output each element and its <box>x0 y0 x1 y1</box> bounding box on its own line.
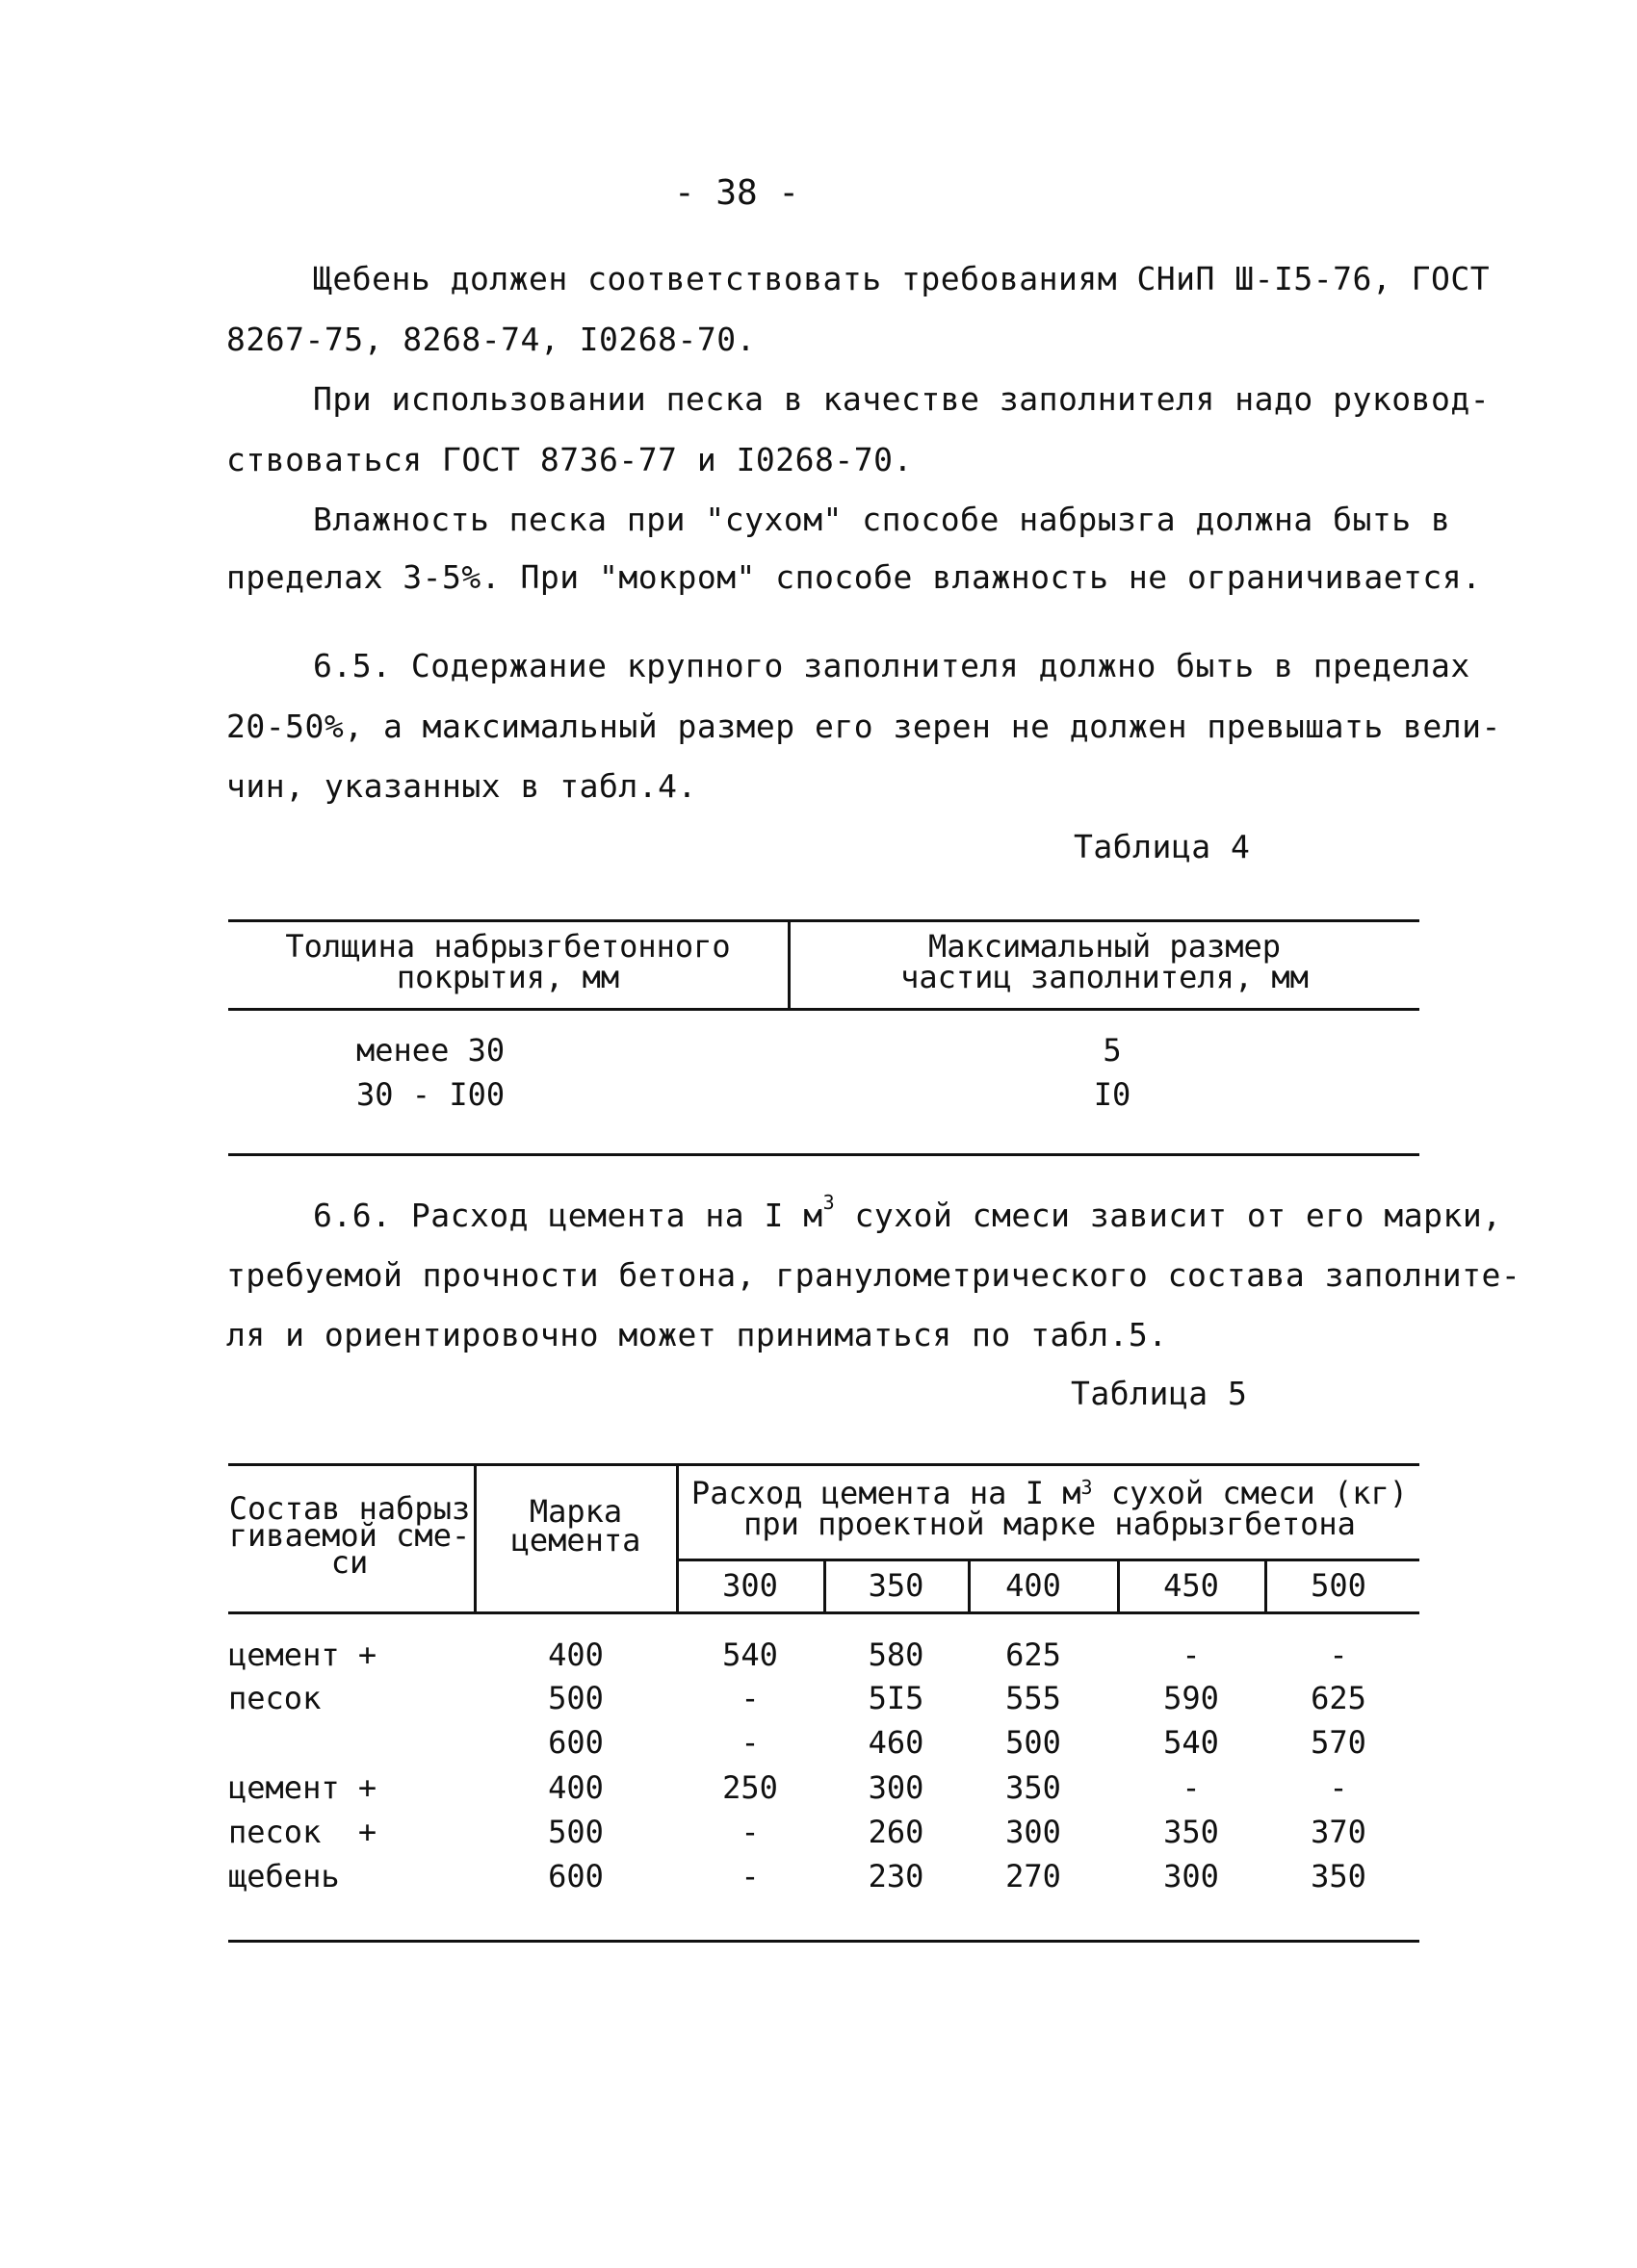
cell-value: 5I5 <box>868 1680 924 1716</box>
header-cubic-superscript: 3 <box>1080 1476 1093 1499</box>
cell-value: - <box>741 1680 760 1716</box>
table-5-grade-rule <box>678 1559 1419 1561</box>
table-5-divider-composition <box>474 1465 477 1612</box>
group-2-label-line-3: щебень <box>228 1858 340 1894</box>
paragraph-3-line-1: Влажность песка при "сухом" способе набрызга должна быть в <box>313 501 1451 538</box>
cell-value: 370 <box>1311 1814 1366 1850</box>
table-5-header-composition <box>228 1490 471 1581</box>
header-composition-line-1: Состав набрыз <box>228 1490 471 1527</box>
cell-value: - <box>1182 1769 1201 1806</box>
cell-mark: 600 <box>548 1724 604 1761</box>
paragraph-1-line-2: 8267-75, 8268-74, I0268-70. <box>226 321 756 358</box>
table-5-grade-500: 500 <box>1311 1567 1366 1604</box>
cell-mark: 400 <box>548 1769 604 1806</box>
table-5-header-cement-mark <box>478 1493 674 1559</box>
table-5-header-consumption <box>680 1475 1419 1542</box>
cell-value: 580 <box>868 1637 924 1673</box>
table-4-header-thickness <box>231 928 785 995</box>
cell-value: 540 <box>1163 1724 1219 1761</box>
cell-value: 590 <box>1163 1680 1219 1716</box>
cell-mark: 600 <box>548 1858 604 1894</box>
header-cement-mark-line-2: цемента <box>510 1522 641 1559</box>
table-5-header-rule <box>228 1611 1419 1614</box>
header-consumption-start: Расход цемента на I м <box>690 1475 1081 1511</box>
paragraph-2-line-1: При использовании песка в качестве заполнителя надо руковод- <box>313 380 1491 418</box>
table-4-row-1-thickness: менее 30 <box>356 1032 506 1069</box>
cell-value: 300 <box>1163 1858 1219 1894</box>
header-max-size-line-2: частиц заполнителя, мм <box>900 959 1309 995</box>
cell-value: 500 <box>1005 1724 1061 1761</box>
header-consumption-line-2: при проектной марке набрызгбетона <box>743 1506 1356 1542</box>
group-1-label-line-1: цемент + <box>228 1637 377 1673</box>
table-4-bottom-rule <box>228 1153 1419 1156</box>
cell-value: 250 <box>722 1769 778 1806</box>
cell-value: 350 <box>1311 1858 1366 1894</box>
section-6-6-line-1-start: 6.6. Расход цемента на I м <box>313 1197 823 1234</box>
header-thickness-line-2: покрытия, мм <box>396 959 620 995</box>
cell-value: 570 <box>1311 1724 1366 1761</box>
section-6-5-line-3: чин, указанных в табл.4. <box>226 767 697 805</box>
cell-value: 350 <box>1163 1814 1219 1850</box>
cell-value: - <box>741 1724 760 1761</box>
cell-value: - <box>1329 1637 1348 1673</box>
table-5-grade-350: 350 <box>868 1567 924 1604</box>
cell-value: 300 <box>868 1769 924 1806</box>
cell-value: - <box>741 1814 760 1850</box>
cell-value: 555 <box>1005 1680 1061 1716</box>
table-4-header-rule <box>228 1008 1419 1011</box>
cell-value: 230 <box>868 1858 924 1894</box>
group-1-label-line-2: песок <box>228 1680 322 1716</box>
cell-value: 260 <box>868 1814 924 1850</box>
section-6-6-line-1 <box>313 1191 1502 1234</box>
section-6-5-line-1: 6.5. Содержание крупного заполнителя должно быть в пределах <box>313 647 1470 684</box>
cell-mark: 500 <box>548 1680 604 1716</box>
cell-value: 350 <box>1005 1769 1061 1806</box>
paragraph-3-line-2: пределах 3-5%. При "мокром" способе влажность не ограничивается. <box>226 558 1482 596</box>
cell-value: - <box>1329 1769 1348 1806</box>
table-4-row-2-size: I0 <box>1093 1076 1131 1113</box>
header-max-size-line-1: Максимальный размер <box>927 928 1282 965</box>
section-6-5-line-2: 20-50%, а максимальный размер его зерен не должен превышать вели- <box>226 708 1501 745</box>
section-6-6-line-2: требуемой прочности бетона, гранулометрического состава заполните- <box>226 1256 1521 1294</box>
header-composition-line-2: гиваемой сме- <box>228 1517 471 1554</box>
cell-value: - <box>1182 1637 1201 1673</box>
table-5-grade-450: 450 <box>1163 1567 1219 1604</box>
section-6-6-line-1-end: сухой смеси зависит от его марки, <box>835 1197 1502 1234</box>
table-4-top-rule <box>228 919 1419 922</box>
header-thickness-line-1: Толщина набрызгбетонного <box>285 928 731 965</box>
table-4-row-1-size: 5 <box>1103 1032 1122 1069</box>
table-5-bottom-rule <box>228 1940 1419 1943</box>
table-5-caption: Таблица 5 <box>1071 1375 1248 1412</box>
cell-mark: 400 <box>548 1637 604 1673</box>
cell-value: 540 <box>722 1637 778 1673</box>
cell-value: 270 <box>1005 1858 1061 1894</box>
header-consumption-line-1 <box>680 1475 1419 1511</box>
header-consumption-end: сухой смеси (кг) <box>1092 1475 1409 1511</box>
table-4-row-2-thickness: 30 - I00 <box>356 1076 506 1113</box>
cell-mark: 500 <box>548 1814 604 1850</box>
page-number: - 38 - <box>674 173 800 213</box>
header-cement-mark-line-1: Марка <box>529 1493 623 1530</box>
cell-value: 300 <box>1005 1814 1061 1850</box>
table-5-grade-300: 300 <box>722 1567 778 1604</box>
paragraph-2-line-2: ствоваться ГОСТ 8736-77 и I0268-70. <box>226 441 913 478</box>
group-2-label-line-2: песок + <box>228 1814 377 1850</box>
table-5-top-rule <box>228 1463 1419 1466</box>
table-5-grade-400: 400 <box>1005 1567 1061 1604</box>
table-4-caption: Таблица 4 <box>1074 828 1251 865</box>
cubic-superscript: 3 <box>822 1191 836 1214</box>
table-4-header-max-size <box>792 928 1417 995</box>
table-4-column-divider <box>788 921 791 1011</box>
group-2-label-line-1: цемент + <box>228 1769 377 1806</box>
cell-value: 625 <box>1311 1680 1366 1716</box>
section-6-6-line-3: ля и ориентировочно может приниматься по табл.5. <box>226 1316 1168 1353</box>
cell-value: 460 <box>868 1724 924 1761</box>
cell-value: 625 <box>1005 1637 1061 1673</box>
header-composition-line-3: си <box>330 1544 369 1581</box>
paragraph-1-line-1: Щебень должен соответствовать требованиям СНиП Ш-I5-76, ГОСТ <box>313 260 1491 297</box>
cell-value: - <box>741 1858 760 1894</box>
